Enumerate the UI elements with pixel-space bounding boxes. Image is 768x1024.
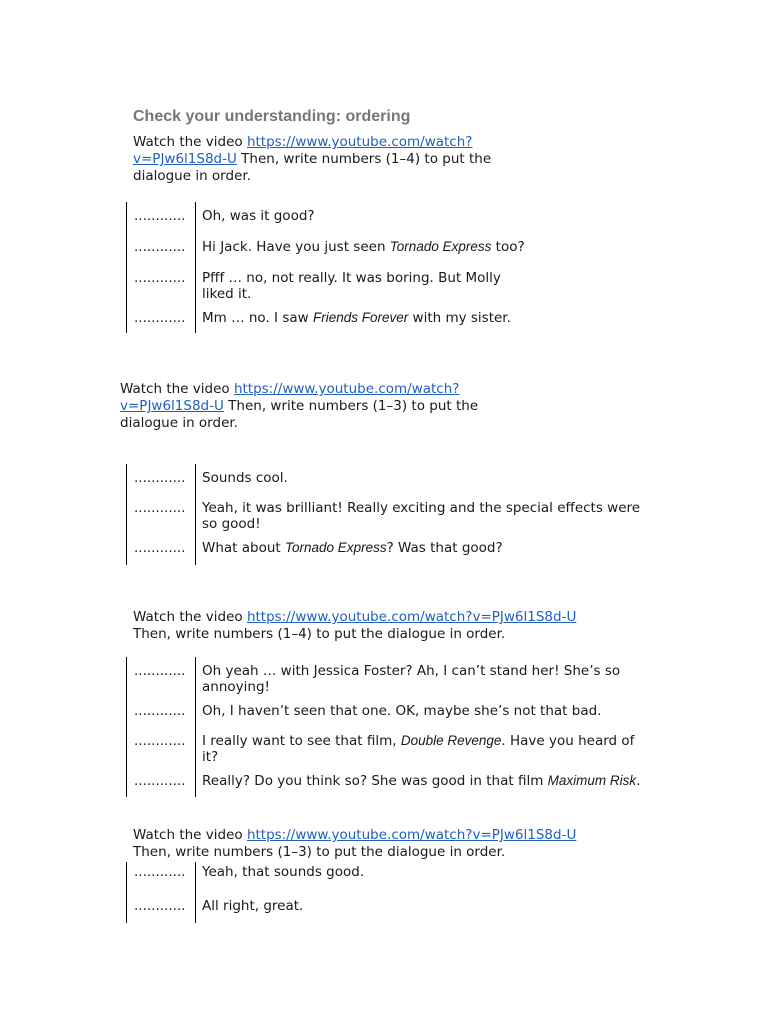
- table-row: [127, 233, 533, 264]
- instructions-text: Then, write numbers (1–3) to put the: [223, 398, 479, 414]
- dialogue-line: Pfff … no, not really. It was boring. But Molly liked it.: [202, 270, 501, 302]
- dialogue-line: Yeah, it was brilliant! Really exciting and the special effects were so good!: [202, 500, 641, 532]
- answer-blank[interactable]: ............: [127, 202, 196, 233]
- answer-blank[interactable]: ............: [127, 304, 196, 333]
- table-row: [127, 494, 641, 534]
- instructions-2: [120, 381, 478, 432]
- dialogue-line: Really? Do you think so? She was good in that film Maximum Risk.: [202, 773, 641, 789]
- film-title: Friends Forever: [312, 310, 409, 325]
- dialogue-line: Hi Jack. Have you just seen Tornado Express too?: [202, 239, 525, 255]
- dialogue-line: All right, great.: [202, 898, 304, 914]
- dialogue-line: Mm … no. I saw Friends Forever with my sister.: [202, 310, 511, 326]
- answer-blank[interactable]: ............: [127, 767, 196, 797]
- dialogue-line: I really want to see that film, Double Revenge. Have you heard of it?: [202, 733, 635, 765]
- video-link[interactable]: https://www.youtube.com/watch?v=PJw6l1S8d-U: [246, 827, 577, 843]
- dialogue-line: Oh, I haven’t seen that one. OK, maybe she’s not that bad.: [202, 703, 602, 719]
- answer-blank[interactable]: ............: [127, 494, 196, 534]
- table-row: [127, 304, 533, 333]
- ordering-table-1: [126, 202, 533, 333]
- page-title: Check your understanding: ordering: [133, 108, 411, 125]
- answer-blank[interactable]: ............: [127, 264, 196, 304]
- dialogue-line: Sounds cool.: [202, 470, 288, 486]
- ordering-table-4: [126, 862, 365, 923]
- dialogue-line: Oh, was it good?: [202, 208, 315, 224]
- table-row: [127, 727, 641, 767]
- answer-blank[interactable]: ............: [127, 534, 196, 565]
- table-row: [127, 862, 365, 892]
- table-row: [127, 767, 641, 797]
- instructions-text: Then, write numbers (1–3) to put the dialogue in order.: [133, 844, 506, 860]
- video-link[interactable]: https://www.youtube.com/watch?v=PJw6l1S8d-U: [246, 609, 577, 625]
- table-row: [127, 464, 641, 494]
- table-row: [127, 202, 533, 233]
- table-row: [127, 534, 641, 565]
- video-link-continued[interactable]: v=PJw6l1S8d-U: [133, 151, 237, 167]
- instructions-1: [133, 134, 491, 185]
- film-title: Maximum Risk: [547, 773, 637, 788]
- ordering-table-3: [126, 657, 641, 797]
- instructions-4: [133, 827, 576, 861]
- instructions-text: dialogue in order.: [133, 168, 251, 184]
- answer-blank[interactable]: ............: [127, 464, 196, 494]
- table-row: [127, 697, 641, 727]
- instructions-text: Watch the video: [133, 609, 247, 625]
- film-title: Double Revenge: [400, 733, 502, 748]
- instructions-text: Then, write numbers (1–4) to put the dialogue in order.: [133, 626, 506, 642]
- instructions-text: dialogue in order.: [120, 415, 238, 431]
- table-row: [127, 892, 365, 923]
- instructions-text: Watch the video: [120, 381, 234, 397]
- instructions-text: Watch the video: [133, 827, 247, 843]
- instructions-text: Watch the video: [133, 134, 247, 150]
- answer-blank[interactable]: ............: [127, 727, 196, 767]
- dialogue-line: What about Tornado Express? Was that good?: [202, 540, 503, 556]
- video-link[interactable]: https://www.youtube.com/watch?: [246, 134, 473, 150]
- video-link[interactable]: https://www.youtube.com/watch?: [233, 381, 460, 397]
- video-link-continued[interactable]: v=PJw6l1S8d-U: [120, 398, 224, 414]
- instructions-3: [133, 609, 576, 643]
- answer-blank[interactable]: ............: [127, 892, 196, 923]
- dialogue-line: Yeah, that sounds good.: [202, 864, 365, 880]
- table-row: [127, 657, 641, 697]
- table-row: [127, 264, 533, 304]
- dialogue-line: Oh yeah … with Jessica Foster? Ah, I can’t stand her! She’s so annoying!: [202, 663, 621, 695]
- answer-blank[interactable]: ............: [127, 233, 196, 264]
- film-title: Tornado Express: [285, 540, 387, 555]
- answer-blank[interactable]: ............: [127, 862, 196, 892]
- answer-blank[interactable]: ............: [127, 697, 196, 727]
- film-title: Tornado Express: [389, 239, 492, 254]
- ordering-table-2: [126, 464, 641, 565]
- instructions-text: Then, write numbers (1–4) to put the: [236, 151, 492, 167]
- answer-blank[interactable]: ............: [127, 657, 196, 697]
